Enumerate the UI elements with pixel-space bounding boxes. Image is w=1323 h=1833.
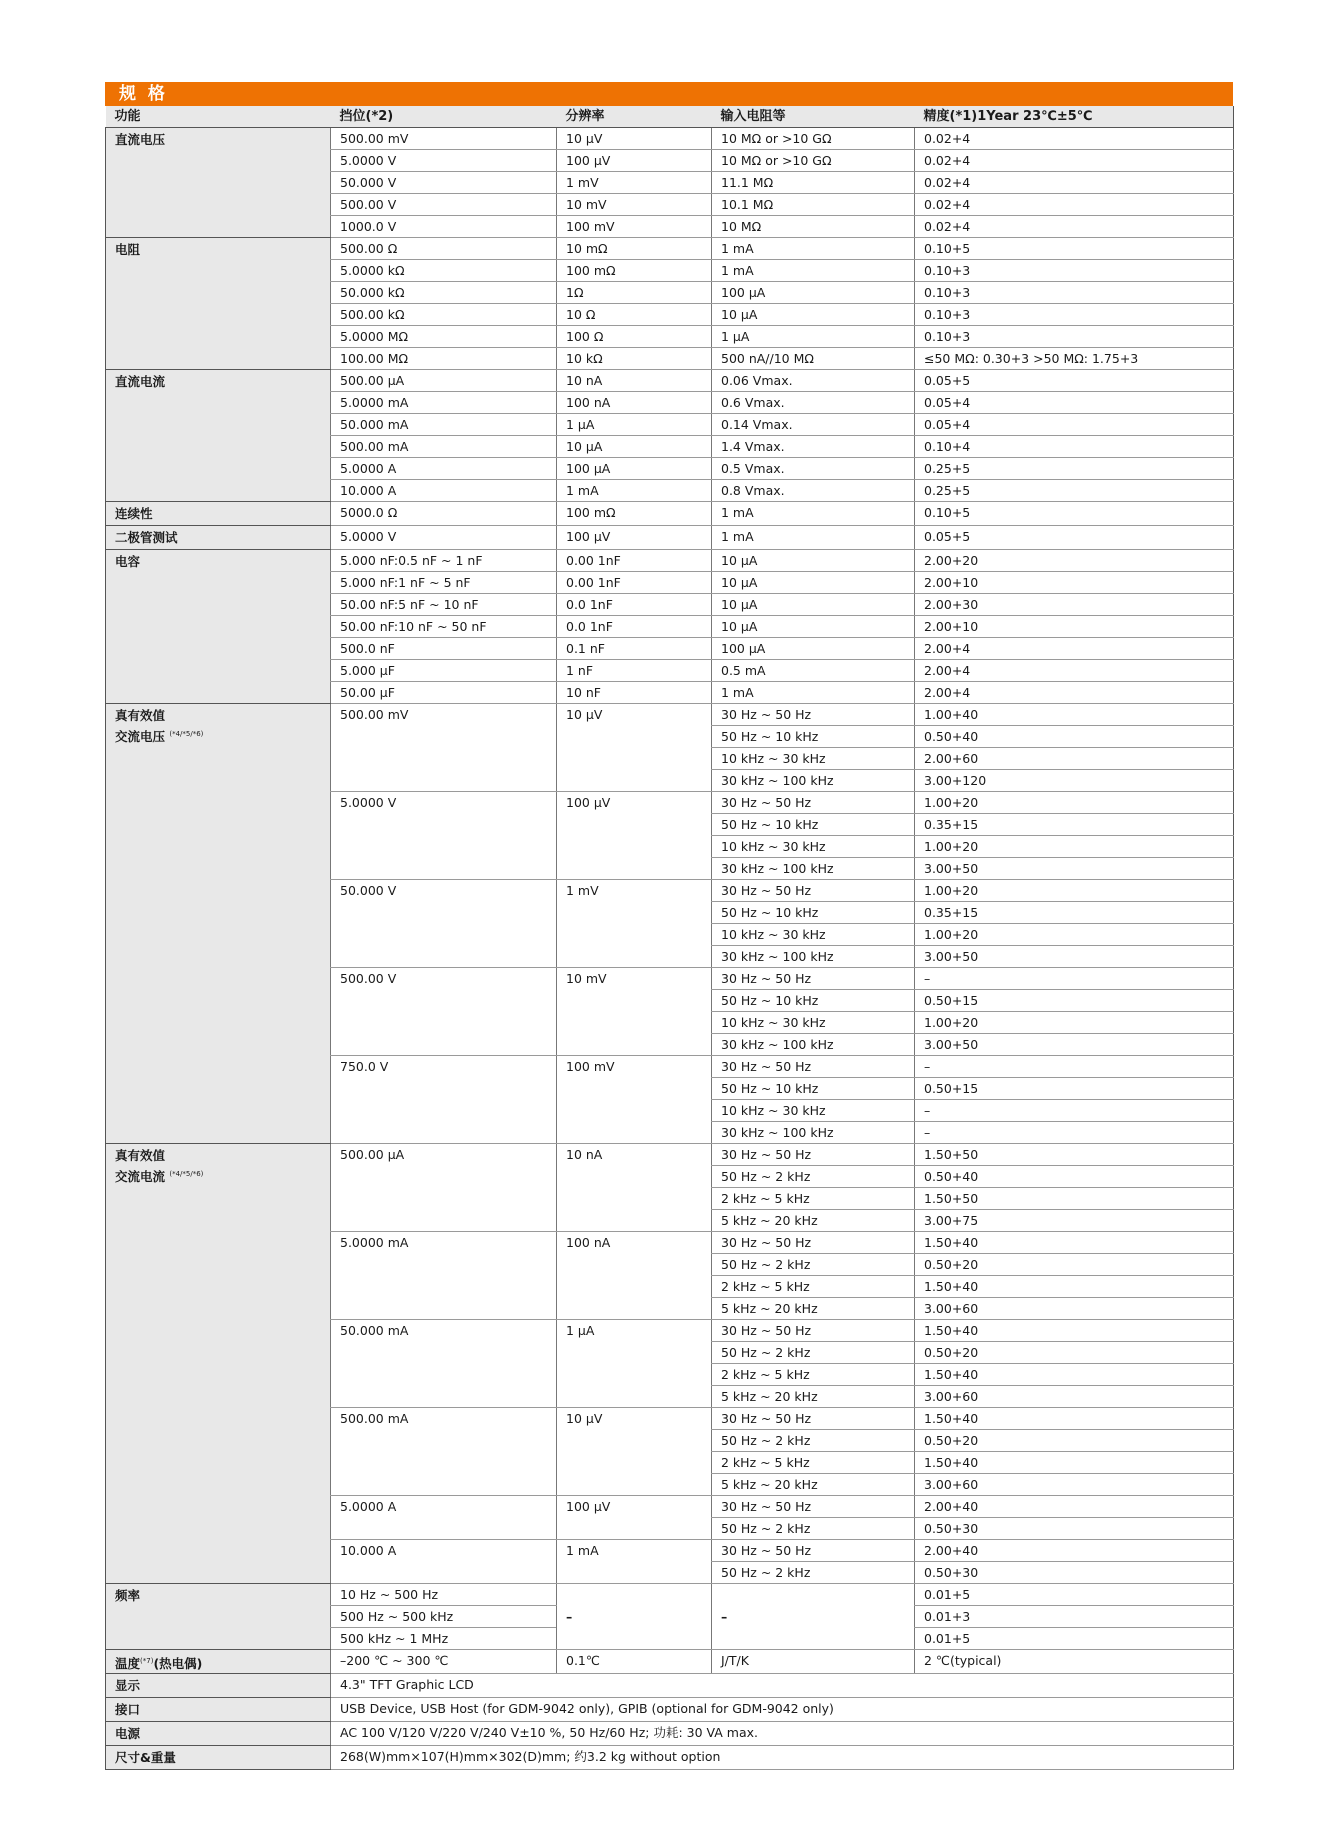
accuracy-cell: 0.10+3: [915, 282, 1234, 304]
resolution-cell: 10 mV: [557, 194, 712, 216]
table-row: [106, 1144, 1234, 1166]
accuracy-cell: 0.50+20: [915, 1254, 1234, 1276]
function-label-text: 温度: [115, 1656, 141, 1672]
frequency-band-cell: 50 Hz ~ 10 kHz: [712, 902, 915, 924]
frequency-band-cell: 30 kHz ~ 100 kHz: [712, 1122, 915, 1144]
frequency-band-cell: 2 kHz ~ 5 kHz: [712, 1452, 915, 1474]
accuracy-cell: 0.50+40: [915, 1166, 1234, 1188]
range-cell: 500.00 Ω: [331, 238, 557, 260]
frequency-band-cell: 2 kHz ~ 5 kHz: [712, 1188, 915, 1210]
table-row: [106, 502, 1234, 526]
function-label: 电阻: [106, 238, 331, 370]
accuracy-cell: 0.10+3: [915, 260, 1234, 282]
resolution-cell: 10 μV: [557, 704, 712, 792]
function-label-line2: [115, 725, 321, 746]
frequency-band-cell: 50 Hz ~ 2 kHz: [712, 1166, 915, 1188]
accuracy-cell: 0.50+40: [915, 726, 1234, 748]
resolution-cell: 100 μV: [557, 1496, 712, 1540]
frequency-band-cell: 30 Hz ~ 50 Hz: [712, 1144, 915, 1166]
function-label: 显示: [106, 1674, 331, 1698]
function-label-line1: 真有效值: [115, 708, 166, 723]
resolution-cell: 100 mV: [557, 1056, 712, 1144]
range-cell: 5.0000 V: [331, 150, 557, 172]
resolution-cell: 10 mV: [557, 968, 712, 1056]
resolution-cell: 100 mV: [557, 216, 712, 238]
spec-sheet: [105, 82, 1233, 1770]
resolution-cell: 10 nF: [557, 682, 712, 704]
range-cell: 50.00 μF: [331, 682, 557, 704]
accuracy-cell: 2.00+10: [915, 572, 1234, 594]
input-cell: 10 μA: [712, 304, 915, 326]
frequency-band-cell: 5 kHz ~ 20 kHz: [712, 1386, 915, 1408]
range-cell: 500.00 kΩ: [331, 304, 557, 326]
input-cell: 1.4 Vmax.: [712, 436, 915, 458]
input-cell: 10 μA: [712, 616, 915, 638]
resolution-cell: 0.00 1nF: [557, 572, 712, 594]
function-label: 二极管测试: [106, 526, 331, 550]
accuracy-cell: 1.50+40: [915, 1320, 1234, 1342]
resolution-cell: 0.0 1nF: [557, 616, 712, 638]
header-accuracy: 精度(*1)1Year 23℃±5℃: [915, 106, 1234, 128]
spec-value-cell: 268(W)mm×107(H)mm×302(D)mm; 约3.2 kg without option: [331, 1746, 1234, 1770]
accuracy-cell: 1.00+20: [915, 836, 1234, 858]
footnote-ref: (*4/*5/*6): [169, 1170, 204, 1178]
resolution-cell: 10 kΩ: [557, 348, 712, 370]
range-cell: 5000.0 Ω: [331, 502, 557, 526]
spec-table: [105, 106, 1234, 1770]
accuracy-cell: 0.50+30: [915, 1518, 1234, 1540]
table-row: [106, 1674, 1234, 1698]
accuracy-cell: 3.00+75: [915, 1210, 1234, 1232]
header-input-resistance: 输入电阻等: [712, 106, 915, 128]
resolution-cell: 1 mV: [557, 880, 712, 968]
accuracy-cell: 0.05+4: [915, 392, 1234, 414]
input-cell: J/T/K: [712, 1650, 915, 1674]
table-row: [106, 238, 1234, 260]
frequency-band-cell: 10 kHz ~ 30 kHz: [712, 924, 915, 946]
header-function: 功能: [106, 106, 331, 128]
accuracy-cell: –: [915, 1100, 1234, 1122]
input-cell: 1 μA: [712, 326, 915, 348]
range-cell: 50.00 nF:10 nF ~ 50 nF: [331, 616, 557, 638]
input-cell: 0.14 Vmax.: [712, 414, 915, 436]
frequency-band-cell: 30 Hz ~ 50 Hz: [712, 704, 915, 726]
resolution-cell: 10 mΩ: [557, 238, 712, 260]
accuracy-cell: 3.00+60: [915, 1386, 1234, 1408]
frequency-band-cell: 2 kHz ~ 5 kHz: [712, 1276, 915, 1298]
accuracy-cell: 1.00+20: [915, 924, 1234, 946]
frequency-band-cell: 30 Hz ~ 50 Hz: [712, 1408, 915, 1430]
function-label-line2: [115, 1165, 321, 1186]
function-label: [106, 1144, 331, 1584]
frequency-band-cell: 30 Hz ~ 50 Hz: [712, 1320, 915, 1342]
frequency-band-cell: 5 kHz ~ 20 kHz: [712, 1298, 915, 1320]
table-row: [106, 128, 1234, 150]
resolution-cell: 0.00 1nF: [557, 550, 712, 572]
function-label: 接口: [106, 1698, 331, 1722]
accuracy-cell: 0.02+4: [915, 128, 1234, 150]
accuracy-cell: 0.02+4: [915, 172, 1234, 194]
function-label: 电容: [106, 550, 331, 704]
range-cell: 1000.0 V: [331, 216, 557, 238]
resolution-cell: 0.1℃: [557, 1650, 712, 1674]
accuracy-cell: 0.10+3: [915, 304, 1234, 326]
input-cell: 0.8 Vmax.: [712, 480, 915, 502]
resolution-cell: 10 nA: [557, 1144, 712, 1232]
resolution-cell: 1 mA: [557, 480, 712, 502]
resolution-cell: 1 μA: [557, 1320, 712, 1408]
accuracy-cell: 1.00+40: [915, 704, 1234, 726]
accuracy-cell: 2.00+40: [915, 1540, 1234, 1562]
resolution-cell: 10 Ω: [557, 304, 712, 326]
range-cell: 50.000 V: [331, 880, 557, 968]
table-row: [106, 1722, 1234, 1746]
resolution-cell: 10 μV: [557, 1408, 712, 1496]
range-cell: 50.000 kΩ: [331, 282, 557, 304]
range-cell: 500.00 mA: [331, 436, 557, 458]
frequency-band-cell: 10 kHz ~ 30 kHz: [712, 836, 915, 858]
frequency-band-cell: 50 Hz ~ 10 kHz: [712, 814, 915, 836]
resolution-cell: 1Ω: [557, 282, 712, 304]
table-row: [106, 1698, 1234, 1722]
resolution-cell: 0.1 nF: [557, 638, 712, 660]
accuracy-cell: 0.01+3: [915, 1606, 1234, 1628]
accuracy-cell: 0.02+4: [915, 216, 1234, 238]
input-cell: 10 μA: [712, 572, 915, 594]
input-cell: 100 μA: [712, 282, 915, 304]
function-label-text: 交流电压: [115, 729, 166, 745]
footnote-ref: (*7): [140, 1657, 154, 1665]
range-cell: –200 ℃ ~ 300 ℃: [331, 1650, 557, 1674]
resolution-cell: 100 nA: [557, 392, 712, 414]
accuracy-cell: 0.02+4: [915, 194, 1234, 216]
accuracy-cell: 0.10+4: [915, 436, 1234, 458]
accuracy-cell: 3.00+120: [915, 770, 1234, 792]
input-cell: 11.1 MΩ: [712, 172, 915, 194]
range-cell: 750.0 V: [331, 1056, 557, 1144]
accuracy-cell: –: [915, 1056, 1234, 1078]
frequency-band-cell: 50 Hz ~ 2 kHz: [712, 1518, 915, 1540]
frequency-band-cell: 5 kHz ~ 20 kHz: [712, 1210, 915, 1232]
range-cell: 10 Hz ~ 500 Hz: [331, 1584, 557, 1606]
resolution-cell: 10 μA: [557, 436, 712, 458]
accuracy-cell: 3.00+50: [915, 946, 1234, 968]
header-row: [106, 106, 1234, 128]
accuracy-cell: 0.10+3: [915, 326, 1234, 348]
accuracy-cell: –: [915, 968, 1234, 990]
frequency-band-cell: 30 Hz ~ 50 Hz: [712, 792, 915, 814]
input-cell: 100 μA: [712, 638, 915, 660]
frequency-band-cell: 30 kHz ~ 100 kHz: [712, 858, 915, 880]
input-cell: 0.06 Vmax.: [712, 370, 915, 392]
range-cell: 500.00 mV: [331, 704, 557, 792]
accuracy-cell: 3.00+60: [915, 1474, 1234, 1496]
input-cell: 10 μA: [712, 594, 915, 616]
range-cell: 500.0 nF: [331, 638, 557, 660]
input-cell: –: [712, 1584, 915, 1650]
input-cell: 0.5 mA: [712, 660, 915, 682]
input-cell: 1 mA: [712, 260, 915, 282]
input-cell: 1 mA: [712, 502, 915, 526]
header-resolution: 分辨率: [557, 106, 712, 128]
resolution-cell: 100 μV: [557, 526, 712, 550]
accuracy-cell: 1.00+20: [915, 1012, 1234, 1034]
resolution-cell: 0.0 1nF: [557, 594, 712, 616]
input-cell: 10 μA: [712, 550, 915, 572]
accuracy-cell: 2.00+4: [915, 682, 1234, 704]
accuracy-cell: 1.50+50: [915, 1144, 1234, 1166]
input-cell: 10 MΩ or >10 GΩ: [712, 128, 915, 150]
frequency-band-cell: 10 kHz ~ 30 kHz: [712, 748, 915, 770]
accuracy-cell: 3.00+50: [915, 1034, 1234, 1056]
accuracy-cell: 2.00+4: [915, 660, 1234, 682]
accuracy-cell: 0.35+15: [915, 814, 1234, 836]
range-cell: 500 kHz ~ 1 MHz: [331, 1628, 557, 1650]
resolution-cell: 1 mV: [557, 172, 712, 194]
range-cell: 500.00 μA: [331, 1144, 557, 1232]
table-row: [106, 704, 1234, 726]
frequency-band-cell: 10 kHz ~ 30 kHz: [712, 1100, 915, 1122]
function-label: 电源: [106, 1722, 331, 1746]
spec-value-cell: 4.3" TFT Graphic LCD: [331, 1674, 1234, 1698]
resolution-cell: 10 μV: [557, 128, 712, 150]
accuracy-cell: 1.00+20: [915, 880, 1234, 902]
accuracy-cell: 2.00+10: [915, 616, 1234, 638]
frequency-band-cell: 30 Hz ~ 50 Hz: [712, 968, 915, 990]
accuracy-cell: 0.05+5: [915, 526, 1234, 550]
accuracy-cell: 0.10+5: [915, 238, 1234, 260]
footnote-ref: (*4/*5/*6): [169, 730, 204, 738]
input-cell: 1 mA: [712, 526, 915, 550]
accuracy-cell: 0.50+20: [915, 1342, 1234, 1364]
function-label-suffix: (热电偶): [153, 1656, 203, 1672]
table-row: [106, 1584, 1234, 1606]
accuracy-cell: 1.50+40: [915, 1452, 1234, 1474]
function-label-text: 交流电流: [115, 1169, 166, 1185]
resolution-cell: –: [557, 1584, 712, 1650]
table-row: [106, 550, 1234, 572]
input-cell: 0.5 Vmax.: [712, 458, 915, 480]
range-cell: 10.000 A: [331, 1540, 557, 1584]
accuracy-cell: 2.00+20: [915, 550, 1234, 572]
frequency-band-cell: 50 Hz ~ 10 kHz: [712, 990, 915, 1012]
frequency-band-cell: 30 Hz ~ 50 Hz: [712, 1496, 915, 1518]
range-cell: 5.000 μF: [331, 660, 557, 682]
range-cell: 100.00 MΩ: [331, 348, 557, 370]
range-cell: 50.000 mA: [331, 414, 557, 436]
range-cell: 500.00 mA: [331, 1408, 557, 1496]
frequency-band-cell: 30 Hz ~ 50 Hz: [712, 880, 915, 902]
spec-body: [106, 128, 1234, 1770]
function-label: 连续性: [106, 502, 331, 526]
spec-value-cell: AC 100 V/120 V/220 V/240 V±10 %, 50 Hz/60 Hz; 功耗: 30 VA max.: [331, 1722, 1234, 1746]
resolution-cell: 100 μA: [557, 458, 712, 480]
frequency-band-cell: 50 Hz ~ 2 kHz: [712, 1430, 915, 1452]
accuracy-cell: 1.50+40: [915, 1276, 1234, 1298]
range-cell: 50.000 mA: [331, 1320, 557, 1408]
frequency-band-cell: 50 Hz ~ 10 kHz: [712, 726, 915, 748]
range-cell: 5.0000 V: [331, 526, 557, 550]
range-cell: 500.00 V: [331, 968, 557, 1056]
frequency-band-cell: 50 Hz ~ 10 kHz: [712, 1078, 915, 1100]
accuracy-cell: 0.05+4: [915, 414, 1234, 436]
resolution-cell: 100 mΩ: [557, 502, 712, 526]
input-cell: 1 mA: [712, 682, 915, 704]
accuracy-cell: 0.10+5: [915, 502, 1234, 526]
function-label: 直流电压: [106, 128, 331, 238]
resolution-cell: 100 mΩ: [557, 260, 712, 282]
frequency-band-cell: 30 Hz ~ 50 Hz: [712, 1232, 915, 1254]
input-cell: 500 nA//10 MΩ: [712, 348, 915, 370]
frequency-band-cell: 5 kHz ~ 20 kHz: [712, 1474, 915, 1496]
range-cell: 5.0000 MΩ: [331, 326, 557, 348]
accuracy-cell: 2.00+30: [915, 594, 1234, 616]
range-cell: 50.00 nF:5 nF ~ 10 nF: [331, 594, 557, 616]
accuracy-cell: 0.02+4: [915, 150, 1234, 172]
table-row: [106, 1650, 1234, 1674]
range-cell: 5.000 nF:0.5 nF ~ 1 nF: [331, 550, 557, 572]
table-row: [106, 1746, 1234, 1770]
table-row: [106, 370, 1234, 392]
function-label: 直流电流: [106, 370, 331, 502]
accuracy-cell: 0.25+5: [915, 458, 1234, 480]
resolution-cell: 100 nA: [557, 1232, 712, 1320]
accuracy-cell: 1.50+40: [915, 1364, 1234, 1386]
accuracy-cell: 2.00+60: [915, 748, 1234, 770]
frequency-band-cell: 50 Hz ~ 2 kHz: [712, 1562, 915, 1584]
accuracy-cell: 0.25+5: [915, 480, 1234, 502]
header-range: 挡位(*2): [331, 106, 557, 128]
resolution-cell: 100 μV: [557, 150, 712, 172]
input-cell: 10 MΩ: [712, 216, 915, 238]
frequency-band-cell: 50 Hz ~ 2 kHz: [712, 1254, 915, 1276]
resolution-cell: 100 Ω: [557, 326, 712, 348]
frequency-band-cell: 30 kHz ~ 100 kHz: [712, 1034, 915, 1056]
frequency-band-cell: 30 Hz ~ 50 Hz: [712, 1540, 915, 1562]
frequency-band-cell: 10 kHz ~ 30 kHz: [712, 1012, 915, 1034]
range-cell: 50.000 V: [331, 172, 557, 194]
accuracy-cell: 0.50+30: [915, 1562, 1234, 1584]
function-label: 尺寸&重量: [106, 1746, 331, 1770]
function-label: [106, 704, 331, 1144]
accuracy-cell: 0.01+5: [915, 1628, 1234, 1650]
input-cell: 1 mA: [712, 238, 915, 260]
accuracy-cell: 2 ℃(typical): [915, 1650, 1234, 1674]
accuracy-cell: 0.50+15: [915, 990, 1234, 1012]
input-cell: 10.1 MΩ: [712, 194, 915, 216]
resolution-cell: 1 nF: [557, 660, 712, 682]
frequency-band-cell: 30 kHz ~ 100 kHz: [712, 770, 915, 792]
accuracy-cell: 3.00+50: [915, 858, 1234, 880]
accuracy-cell: 1.00+20: [915, 792, 1234, 814]
range-cell: 5.000 nF:1 nF ~ 5 nF: [331, 572, 557, 594]
range-cell: 5.0000 A: [331, 458, 557, 480]
accuracy-cell: 0.05+5: [915, 370, 1234, 392]
input-cell: 0.6 Vmax.: [712, 392, 915, 414]
accuracy-cell: 1.50+40: [915, 1232, 1234, 1254]
frequency-band-cell: 30 Hz ~ 50 Hz: [712, 1056, 915, 1078]
range-cell: 500 Hz ~ 500 kHz: [331, 1606, 557, 1628]
accuracy-cell: 0.50+15: [915, 1078, 1234, 1100]
range-cell: 5.0000 A: [331, 1496, 557, 1540]
accuracy-cell: ≤50 MΩ: 0.30+3 >50 MΩ: 1.75+3: [915, 348, 1234, 370]
input-cell: 10 MΩ or >10 GΩ: [712, 150, 915, 172]
range-cell: 5.0000 mA: [331, 1232, 557, 1320]
accuracy-cell: 3.00+60: [915, 1298, 1234, 1320]
resolution-cell: 100 μV: [557, 792, 712, 880]
frequency-band-cell: 2 kHz ~ 5 kHz: [712, 1364, 915, 1386]
range-cell: 5.0000 V: [331, 792, 557, 880]
table-row: [106, 526, 1234, 550]
accuracy-cell: 0.50+20: [915, 1430, 1234, 1452]
spec-value-cell: USB Device, USB Host (for GDM-9042 only), GPIB (optional for GDM-9042 only): [331, 1698, 1234, 1722]
frequency-band-cell: 30 kHz ~ 100 kHz: [712, 946, 915, 968]
accuracy-cell: 1.50+50: [915, 1188, 1234, 1210]
accuracy-cell: 1.50+40: [915, 1408, 1234, 1430]
frequency-band-cell: 50 Hz ~ 2 kHz: [712, 1342, 915, 1364]
function-label: 频率: [106, 1584, 331, 1650]
accuracy-cell: –: [915, 1122, 1234, 1144]
section-title: 规 格: [105, 82, 1233, 106]
range-cell: 5.0000 mA: [331, 392, 557, 414]
range-cell: 500.00 mV: [331, 128, 557, 150]
accuracy-cell: 2.00+40: [915, 1496, 1234, 1518]
resolution-cell: 10 nA: [557, 370, 712, 392]
function-label-line1: 真有效值: [115, 1148, 166, 1163]
resolution-cell: 1 μA: [557, 414, 712, 436]
accuracy-cell: 0.35+15: [915, 902, 1234, 924]
range-cell: 5.0000 kΩ: [331, 260, 557, 282]
range-cell: 10.000 A: [331, 480, 557, 502]
function-label: [106, 1650, 331, 1674]
resolution-cell: 1 mA: [557, 1540, 712, 1584]
range-cell: 500.00 μA: [331, 370, 557, 392]
accuracy-cell: 0.01+5: [915, 1584, 1234, 1606]
range-cell: 500.00 V: [331, 194, 557, 216]
accuracy-cell: 2.00+4: [915, 638, 1234, 660]
